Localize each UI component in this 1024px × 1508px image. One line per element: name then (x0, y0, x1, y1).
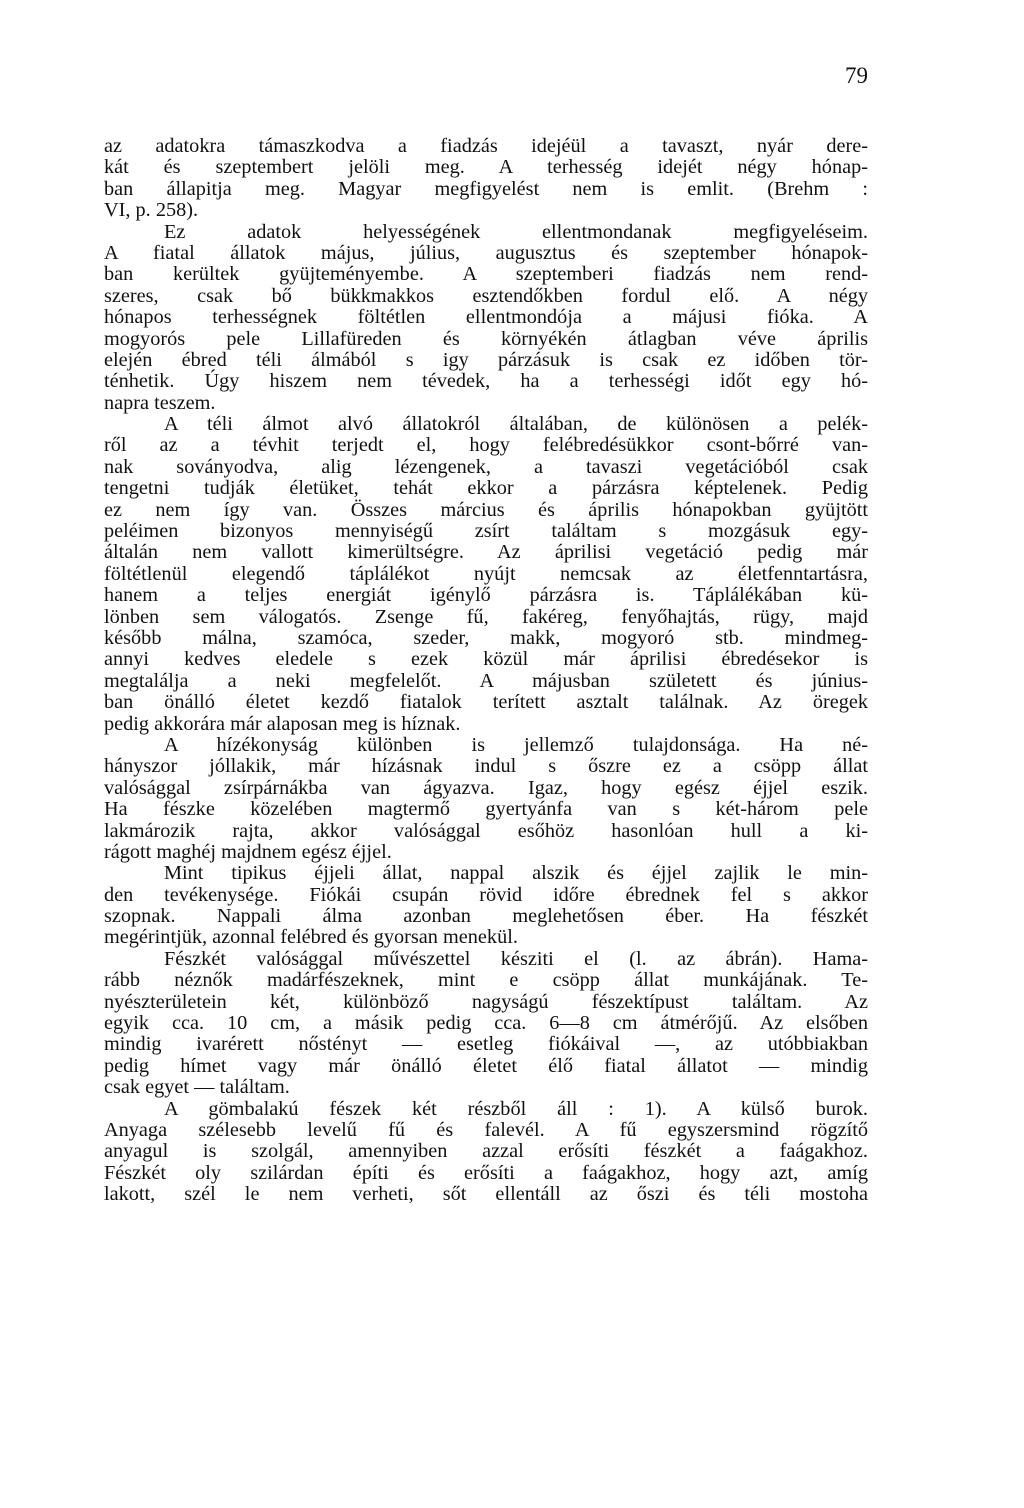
text-line: ban állapitja meg. Magyar megfigyelést nem is emlit. (Brehm : (104, 177, 868, 200)
text-line: anyagul is szolgál, amennyiben azzal erősíti fészkét a faágakhoz. (104, 1140, 868, 1163)
text-line: egyik cca. 10 cm, a másik pedig cca. 6—8 cm átmérőjű. Az elsőben (104, 1012, 868, 1035)
text-line: lönben sem válogatós. Zsenge fű, fakéreg, fenyőhajtás, rügy, majd (104, 605, 868, 628)
text-line: megtalálja a neki megfelelőt. A májusban született és június- (104, 669, 868, 692)
text-line: VI, p. 258). (104, 199, 199, 222)
text-line: rább néznők madárfészeknek, mint e csöpp állat munkájának. Te- (104, 969, 868, 992)
text-line: tengetni tudják életüket, tehát ekkor a párzásra képtelenek. Pedig (104, 477, 868, 500)
text-line: rágott maghéj majdnem egész éjjel. (104, 840, 392, 863)
body-text (104, 136, 868, 1206)
text-line: annyi kedves eledele s ezek közül már áprilisi ébredésekor is (104, 648, 868, 671)
text-line: föltétlenül elegendő táplálékot nyújt nemcsak az életfenntartásra, (104, 562, 868, 585)
text-line: Mint tipikus éjjeli állat, nappal alszik és éjjel zajlik le min- (164, 862, 868, 885)
text-line: pedig hímet vagy már önálló életet élő fiatal állatot — mindig (104, 1054, 868, 1077)
page-number: 79 (845, 63, 868, 88)
text-line: valósággal zsírpárnákba van ágyazva. Igaz, hogy egész éjjel eszik. (104, 776, 868, 799)
text-line: napra teszem. (104, 391, 216, 414)
text-line: lakott, szél le nem verheti, sőt ellentáll az őszi és téli mostoha (104, 1183, 868, 1206)
text-line: mindig ivarérett nőstényt — esetleg fiókáival —, az utóbbiakban (104, 1033, 868, 1056)
text-line: hónapos terhességnek föltétlen ellentmondója a májusi fióka. A (104, 306, 868, 329)
text-line: nak soványodva, alig lézengenek, a tavaszi vegetációból csak (104, 455, 868, 478)
text-line: A gömbalakú fészek két részből áll : 1). A külső burok. (164, 1097, 868, 1120)
text-line: mogyorós pele Lillafüreden és környékén átlagban véve április (104, 327, 868, 350)
text-line: elején ébred téli álmából s igy párzásuk is csak ez időben tör- (104, 348, 868, 371)
text-line: pedig akkorára már alaposan meg is híznak. (104, 712, 461, 735)
text-line: Fészkét valósággal művészettel késziti el (l. az ábrán). Hama- (164, 947, 868, 970)
text-line: A téli álmot alvó állatokról általában, de különösen a pelék- (164, 413, 868, 436)
text-line: peléimen bizonyos mennyiségű zsírt találtam s mozgásuk egy- (104, 520, 868, 543)
text-line: csak egyet — találtam. (104, 1076, 290, 1099)
text-line: A fiatal állatok május, július, augusztus és szeptember hónapok- (104, 241, 868, 264)
text-line: ban önálló életet kezdő fiatalok terített asztalt találnak. Az öregek (104, 691, 868, 714)
text-line: Fészkét oly szilárdan építi és erősíti a faágakhoz, hogy azt, amíg (104, 1161, 868, 1184)
text-line: később málna, szamóca, szeder, makk, mogyoró stb. mindmeg- (104, 626, 868, 649)
text-line: ez nem így van. Összes március és április hónapokban gyüjtött (104, 498, 868, 521)
text-line: nyészterületein két, különböző nagyságú fészektípust találtam. Az (104, 990, 868, 1013)
text-line: hányszor jóllakik, már hízásnak indul s őszre ez a csöpp állat (104, 755, 868, 778)
text-line: szeres, csak bő bükkmakkos esztendőkben fordul elő. A négy (104, 284, 868, 307)
text-line: kát és szeptembert jelöli meg. A terhesség idejét négy hónap- (104, 156, 868, 179)
text-line: Ez adatok helyességének ellentmondanak megfigyeléseim. (164, 220, 868, 243)
text-line: szopnak. Nappali álma azonban meglehetősen éber. Ha fészkét (104, 905, 868, 928)
text-line: A hízékonyság különben is jellemző tulajdonsága. Ha né- (164, 733, 868, 756)
text-line: Anyaga szélesebb levelű fű és falevél. A fű egyszersmind rögzítő (104, 1118, 868, 1141)
text-line: Ha fészke közelében magtermő gyertyánfa van s két-három pele (104, 798, 868, 821)
text-line: den tevékenysége. Fiókái csupán rövid időre ébrednek fel s akkor (104, 883, 868, 906)
text-line: ban kerültek gyüjteményembe. A szeptemberi fiadzás nem rend- (104, 263, 868, 286)
text-line: az adatokra támaszkodva a fiadzás idejéül a tavaszt, nyár dere- (104, 135, 868, 157)
text-line: ténhetik. Úgy hiszem nem tévedek, ha a terhességi időt egy hó- (104, 370, 868, 393)
text-line: lakmározik rajta, akkor valósággal esőhöz hasonlóan hull a ki- (104, 819, 868, 842)
text-line: általán nem vallott kimerültségre. Az áprilisi vegetáció pedig már (104, 541, 868, 564)
text-line: megérintjük, azonnal felébred és gyorsan menekül. (104, 926, 518, 949)
text-line: ről az a tévhit terjedt el, hogy felébredésükkor csont-bőrré van- (104, 434, 868, 457)
text-line: hanem a teljes energiát igénylő párzásra is. Táplálékában kü- (104, 584, 868, 607)
